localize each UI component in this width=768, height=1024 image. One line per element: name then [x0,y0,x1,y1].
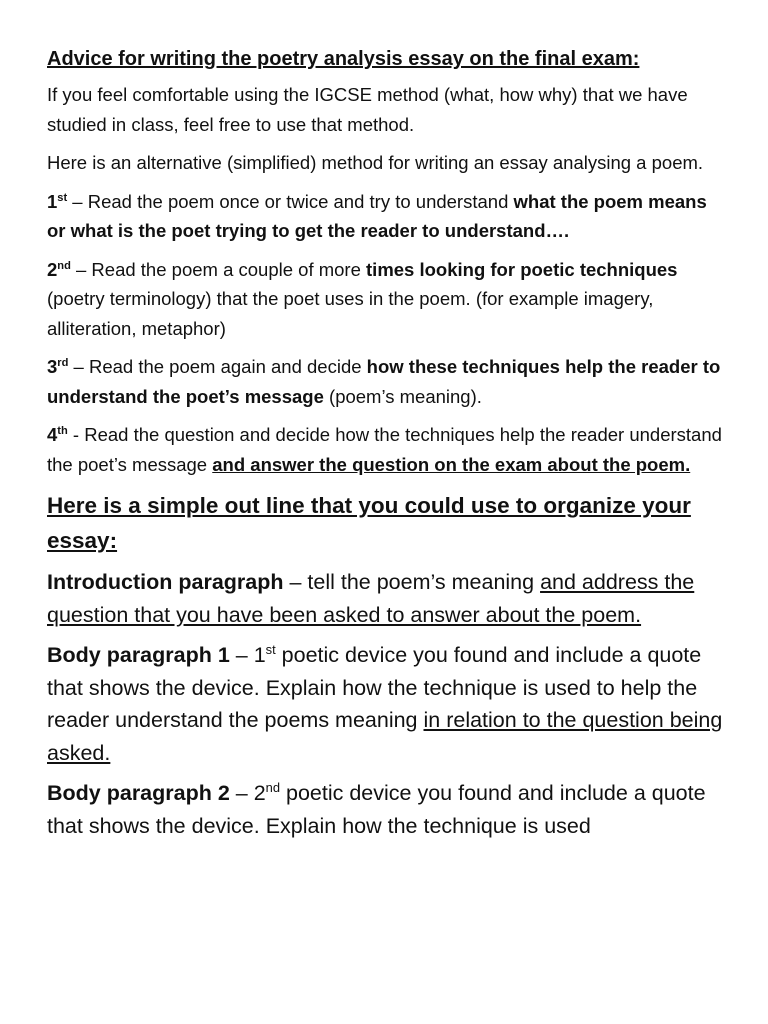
outline-body-2 [47,777,728,842]
document-title: Advice for writing the poetry analysis essay on the final exam: [47,48,640,70]
step-4 [47,420,728,479]
step-number: 1 [47,190,58,212]
outline-ordinal: st [265,641,276,657]
step-1 [47,187,728,246]
step-emphasis-underlined: and answer the question on the exam about the poem. [212,453,691,475]
outline-introduction [47,566,728,631]
step-text: - Read the question and decide how the techniques help the reader understand the poet’s message [47,424,722,475]
step-ordinal: rd [57,356,69,369]
outline-heading: Here is a simple out line that you could use to organize your essay: [47,493,691,553]
step-text: – Read the poem again and decide [68,356,367,377]
step-ordinal: th [57,424,68,437]
outline-body-1 [47,639,728,769]
intro-paragraph-1: If you feel comfortable using the IGCSE method (what, how why) that we have studied in class, feel free to use that method. [47,84,688,135]
outline-label: Body paragraph 1 [47,643,230,667]
step-text: – Read the poem once or twice and try to understand [67,190,514,212]
outline-text: poetic device you found and include a quote that shows the device. Explain how the technique is used to help the reader understand the poems meaning [47,643,702,732]
step-number: 2 [47,258,58,280]
outline-label: Introduction paragraph [47,570,284,594]
step-2 [47,255,728,344]
step-3 [47,352,728,411]
step-emphasis: what the poem means or what is the poet trying to get the reader to understand…. [47,190,707,241]
step-text: – Read the poem a couple of more [70,258,367,280]
step-ordinal: st [57,191,68,204]
outline-dash: – 1 [229,643,266,667]
outline-dash: – 2 [229,781,266,805]
outline-underlined: in relation to the question being asked. [47,708,723,765]
outline-label: Body paragraph 2 [47,781,230,805]
outline-text: – tell the poem’s meaning [283,570,541,594]
step-emphasis: how these techniques help the reader to understand the poet’s message [47,356,721,407]
step-text-after: (poem’s meaning). [323,385,482,407]
step-emphasis: times looking for poetic techniques [366,258,678,280]
intro-paragraph-2: Here is an alternative (simplified) method for writing an essay analysing a poem. [47,152,704,173]
outline-ordinal: nd [265,779,281,795]
step-text-after: (poetry terminology) that the poet uses in the poem. (for example imagery, alliteration, metaphor) [47,288,654,339]
step-number: 3 [47,356,58,377]
outline-text: poetic device you found and include a quote that shows the device. Explain how the technique is used [47,781,706,838]
step-ordinal: nd [57,259,71,272]
outline-underlined: and address the question that you have been asked to answer about the poem. [47,570,695,627]
step-number: 4 [47,424,58,445]
